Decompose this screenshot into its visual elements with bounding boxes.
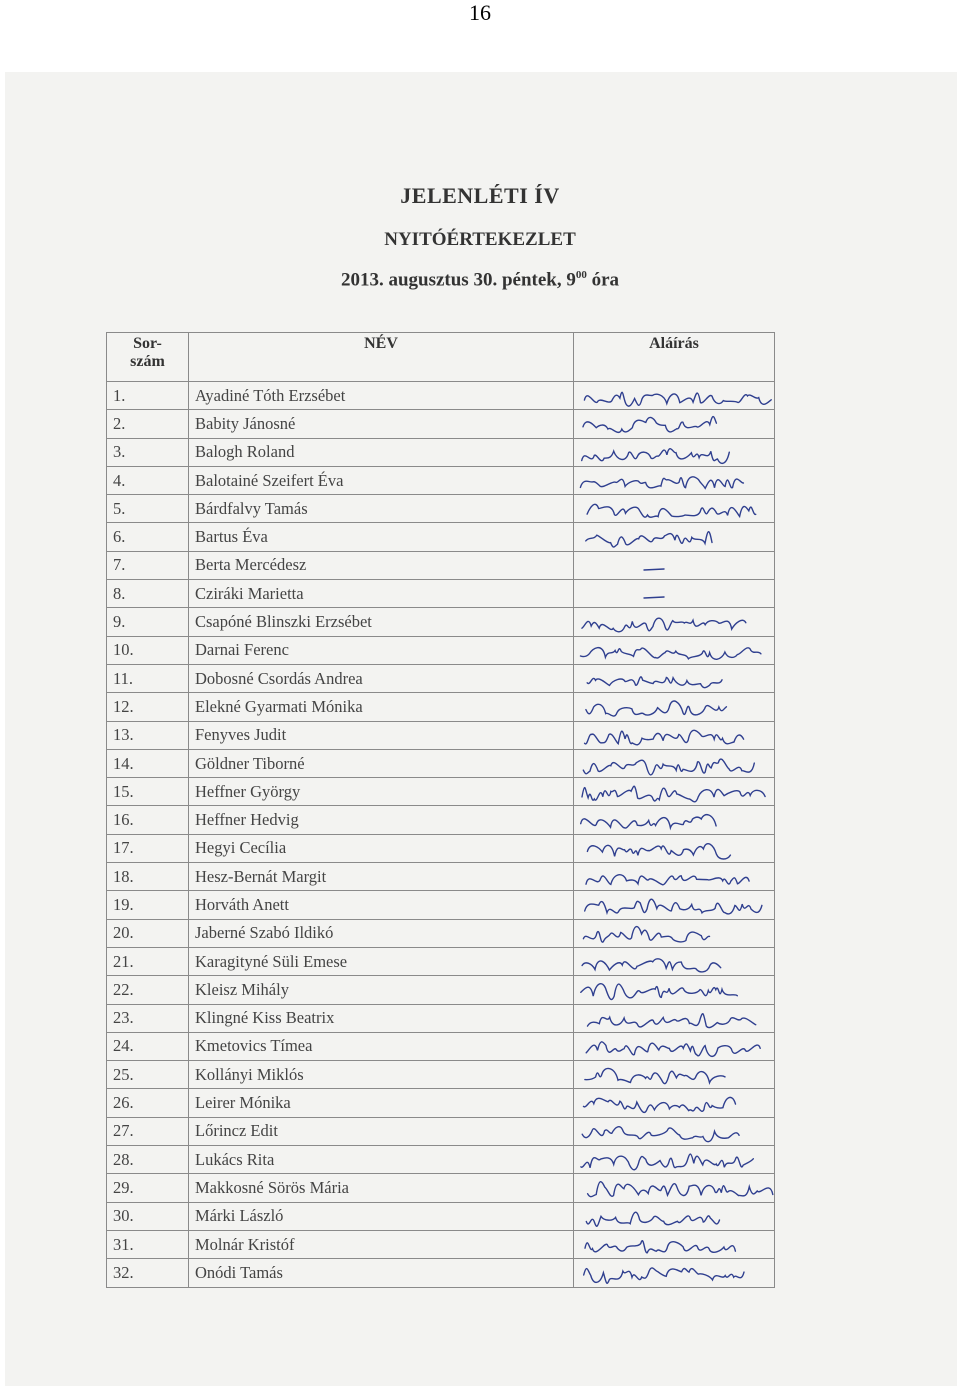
- row-name: Bárdfalvy Tamás: [189, 495, 574, 523]
- handwritten-signature-icon: [574, 1202, 774, 1230]
- handwritten-signature-icon: [574, 1230, 774, 1258]
- handwritten-signature-icon: [574, 1032, 774, 1060]
- row-signature: [574, 1004, 775, 1032]
- table-row: [107, 1032, 775, 1060]
- row-signature: [574, 778, 775, 806]
- handwritten-signature-icon: [574, 495, 774, 523]
- row-number: 14.: [107, 749, 189, 777]
- handwritten-signature-icon: [574, 410, 774, 438]
- table-row: [107, 523, 775, 551]
- row-signature: [574, 438, 775, 466]
- row-name: Klingné Kiss Beatrix: [189, 1004, 574, 1032]
- row-name: Onódi Tamás: [189, 1259, 574, 1287]
- row-number: 4.: [107, 466, 189, 494]
- table-row: [107, 1146, 775, 1174]
- row-signature: [574, 749, 775, 777]
- row-number: 8.: [107, 580, 189, 608]
- row-name: Hesz-Bernát Margit: [189, 863, 574, 891]
- handwritten-signature-icon: [574, 693, 774, 721]
- row-name: Jaberné Szabó Ildikó: [189, 919, 574, 947]
- row-name: Hegyi Cecília: [189, 834, 574, 862]
- row-name: Babity Jánosné: [189, 410, 574, 438]
- row-number: 27.: [107, 1117, 189, 1145]
- row-name: Ayadiné Tóth Erzsébet: [189, 382, 574, 410]
- row-number: 23.: [107, 1004, 189, 1032]
- row-signature: [574, 1230, 775, 1258]
- header-name: NÉV: [189, 333, 574, 382]
- row-number: 16.: [107, 806, 189, 834]
- row-number: 25.: [107, 1061, 189, 1089]
- handwritten-signature-icon: [574, 523, 774, 551]
- row-number: 5.: [107, 495, 189, 523]
- row-name: Lőrincz Edit: [189, 1117, 574, 1145]
- table-row: [107, 1202, 775, 1230]
- row-name: Elekné Gyarmati Mónika: [189, 693, 574, 721]
- page-number: 16: [469, 0, 491, 25]
- row-signature: [574, 382, 775, 410]
- table-row: [107, 466, 775, 494]
- handwritten-signature-icon: [574, 608, 774, 636]
- row-name: Heffner György: [189, 778, 574, 806]
- row-number: 26.: [107, 1089, 189, 1117]
- table-row: [107, 863, 775, 891]
- row-name: Molnár Kristóf: [189, 1230, 574, 1258]
- table-row: [107, 495, 775, 523]
- row-signature: [574, 721, 775, 749]
- row-number: 13.: [107, 721, 189, 749]
- table-row: [107, 1174, 775, 1202]
- table-row: [107, 382, 775, 410]
- row-signature: [574, 1061, 775, 1089]
- handwritten-signature-icon: [574, 891, 774, 919]
- table-row: [107, 410, 775, 438]
- row-signature: [574, 1032, 775, 1060]
- handwritten-signature-icon: [574, 1146, 774, 1174]
- table-row: [107, 693, 775, 721]
- row-number: 32.: [107, 1259, 189, 1287]
- row-name: Karagityné Süli Emese: [189, 947, 574, 975]
- meeting-date: 2013. augusztus 30. péntek, $9^{00}$ óra: [340, 269, 620, 291]
- table-row: [107, 1259, 775, 1287]
- row-signature: [574, 1174, 775, 1202]
- row-number: 10.: [107, 636, 189, 664]
- handwritten-signature-icon: [574, 1061, 774, 1089]
- handwritten-signature-icon: [574, 551, 774, 579]
- table-row: [107, 778, 775, 806]
- sheet-title: JELENLÉTI ÍV: [400, 183, 560, 208]
- row-number: 2.: [107, 410, 189, 438]
- row-name: Darnai Ferenc: [189, 636, 574, 664]
- row-name: Dobosné Csordás Andrea: [189, 664, 574, 692]
- table-row: [107, 438, 775, 466]
- header-signature: Aláírás: [574, 333, 775, 382]
- table-row: [107, 976, 775, 1004]
- attendance-table: [106, 332, 775, 1288]
- row-number: 15.: [107, 778, 189, 806]
- sheet-subtitle: NYITÓÉRTEKEZLET: [384, 229, 576, 250]
- handwritten-signature-icon: [574, 778, 774, 806]
- table-header-row: [107, 333, 775, 382]
- row-number: 30.: [107, 1202, 189, 1230]
- handwritten-signature-icon: [574, 834, 774, 862]
- row-signature: [574, 495, 775, 523]
- row-name: Fenyves Judit: [189, 721, 574, 749]
- row-number: 18.: [107, 863, 189, 891]
- row-signature: [574, 863, 775, 891]
- row-number: 12.: [107, 693, 189, 721]
- row-signature: [574, 636, 775, 664]
- row-name: Leirer Mónika: [189, 1089, 574, 1117]
- row-number: 17.: [107, 834, 189, 862]
- row-signature: [574, 1089, 775, 1117]
- row-signature: [574, 891, 775, 919]
- row-number: 24.: [107, 1032, 189, 1060]
- row-name: Cziráki Marietta: [189, 580, 574, 608]
- handwritten-signature-icon: [574, 664, 774, 692]
- row-number: 11.: [107, 664, 189, 692]
- row-name: Csapóné Blinszki Erzsébet: [189, 608, 574, 636]
- handwritten-signature-icon: [574, 1174, 774, 1202]
- row-number: 9.: [107, 608, 189, 636]
- row-number: 7.: [107, 551, 189, 579]
- table-row: [107, 919, 775, 947]
- row-name: Göldner Tiborné: [189, 749, 574, 777]
- handwritten-signature-icon: [574, 1259, 774, 1287]
- table-row: [107, 1004, 775, 1032]
- row-signature: [574, 1259, 775, 1287]
- handwritten-signature-icon: [574, 466, 774, 494]
- row-signature: [574, 834, 775, 862]
- row-number: 20.: [107, 919, 189, 947]
- handwritten-signature-icon: [574, 806, 774, 834]
- handwritten-signature-icon: [574, 919, 774, 947]
- row-number: 29.: [107, 1174, 189, 1202]
- handwritten-signature-icon: [574, 976, 774, 1004]
- handwritten-signature-icon: [574, 947, 774, 975]
- table-row: [107, 1117, 775, 1145]
- row-number: 6.: [107, 523, 189, 551]
- table-row: [107, 947, 775, 975]
- table-row: [107, 806, 775, 834]
- handwritten-signature-icon: [574, 382, 774, 410]
- row-name: Balotainé Szeifert Éva: [189, 466, 574, 494]
- row-signature: [574, 664, 775, 692]
- row-name: Berta Mercédesz: [189, 551, 574, 579]
- row-name: Bartus Éva: [189, 523, 574, 551]
- row-number: 19.: [107, 891, 189, 919]
- row-number: 3.: [107, 438, 189, 466]
- row-signature: [574, 976, 775, 1004]
- row-signature: [574, 806, 775, 834]
- table-row: [107, 721, 775, 749]
- row-signature: [574, 580, 775, 608]
- table-row: [107, 551, 775, 579]
- header-number: Sor- szám: [107, 333, 189, 382]
- row-name: Márki László: [189, 1202, 574, 1230]
- handwritten-signature-icon: [574, 1117, 774, 1145]
- row-signature: [574, 947, 775, 975]
- row-number: 21.: [107, 947, 189, 975]
- handwritten-signature-icon: [574, 1089, 774, 1117]
- row-name: Horváth Anett: [189, 891, 574, 919]
- row-signature: [574, 1146, 775, 1174]
- table-row: [107, 636, 775, 664]
- row-number: 28.: [107, 1146, 189, 1174]
- table-row: [107, 834, 775, 862]
- handwritten-signature-icon: [574, 580, 774, 608]
- row-number: 1.: [107, 382, 189, 410]
- row-name: Balogh Roland: [189, 438, 574, 466]
- handwritten-signature-icon: [574, 636, 774, 664]
- row-signature: [574, 693, 775, 721]
- row-name: Kleisz Mihály: [189, 976, 574, 1004]
- row-number: 22.: [107, 976, 189, 1004]
- row-signature: [574, 1202, 775, 1230]
- handwritten-signature-icon: [574, 1004, 774, 1032]
- row-signature: [574, 551, 775, 579]
- table-row: [107, 664, 775, 692]
- row-signature: [574, 523, 775, 551]
- handwritten-signature-icon: [574, 863, 774, 891]
- table-row: [107, 891, 775, 919]
- row-name: Heffner Hedvig: [189, 806, 574, 834]
- handwritten-signature-icon: [574, 721, 774, 749]
- table-row: [107, 1089, 775, 1117]
- row-signature: [574, 466, 775, 494]
- row-name: Lukács Rita: [189, 1146, 574, 1174]
- table-row: [107, 580, 775, 608]
- table-row: [107, 749, 775, 777]
- handwritten-signature-icon: [574, 438, 774, 466]
- row-signature: [574, 410, 775, 438]
- row-signature: [574, 608, 775, 636]
- handwritten-signature-icon: [574, 749, 774, 777]
- table-row: [107, 1230, 775, 1258]
- table-row: [107, 1061, 775, 1089]
- row-number: 31.: [107, 1230, 189, 1258]
- table-row: [107, 608, 775, 636]
- row-signature: [574, 919, 775, 947]
- row-name: Kmetovics Tímea: [189, 1032, 574, 1060]
- row-name: Makkosné Sörös Mária: [189, 1174, 574, 1202]
- row-signature: [574, 1117, 775, 1145]
- row-name: Kollányi Miklós: [189, 1061, 574, 1089]
